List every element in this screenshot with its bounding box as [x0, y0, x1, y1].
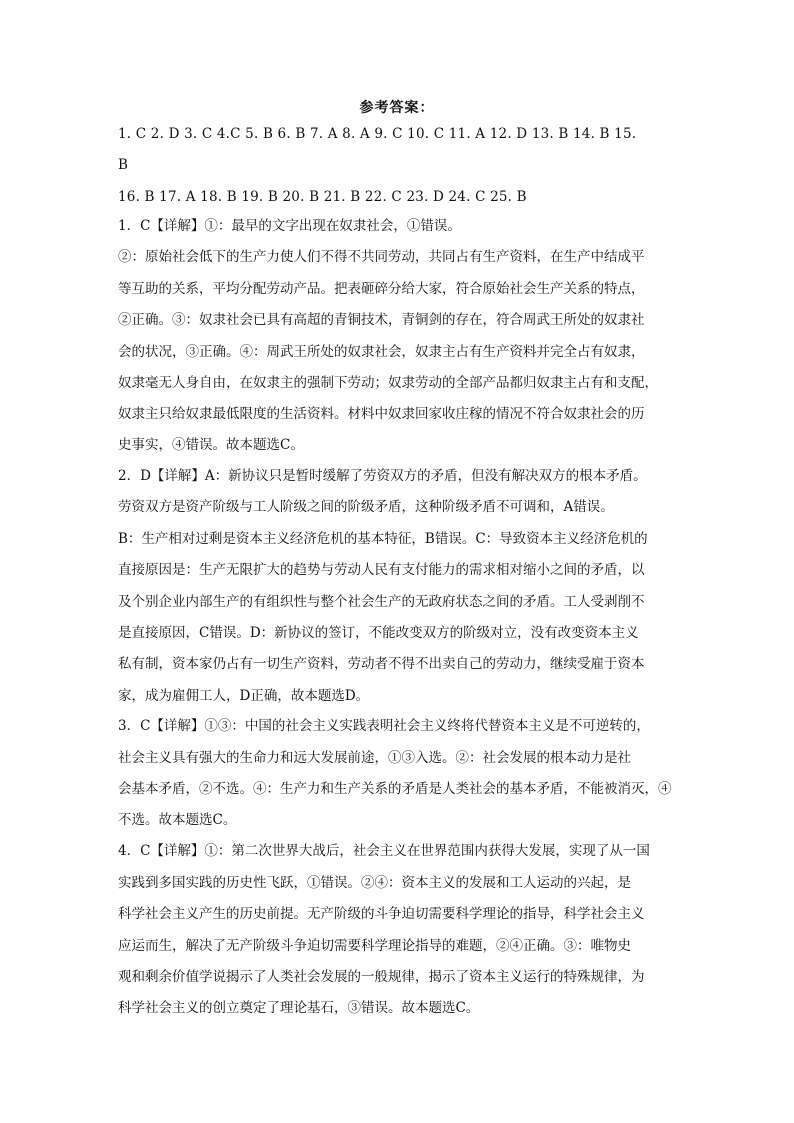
explanation-line: 科学社会主义产生的历史前提。无产阶级的斗争迫切需要科学理论的指导，科学社会主义	[118, 906, 645, 922]
explanation-line: 应运而生，解决了无产阶级斗争迫切需要科学理论指导的难题，②④正确。③：唯物史	[118, 938, 631, 954]
explanation-line: 及个别企业内部生产的有组织性与整个社会生产的无政府状态之间的矛盾。工人受剥削不	[118, 594, 645, 610]
explanation-line: 会基本矛盾，②不选。④：生产力和生产关系的矛盾是人类社会的基本矛盾，不能被消灭，④	[118, 781, 672, 797]
explanation-line: 1．C【详解】①：最早的文字出现在奴隶社会，①错误。	[118, 218, 461, 234]
answer-line: 1. C 2. D 3. C 4.C 5. B 6. B 7. A 8. A 9. C 10. C 11. A 12. D 13. B 14. B 15.	[118, 126, 637, 142]
explanation-line: 奴隶主只给奴隶最低限度的生活资料。材料中奴隶回家收庄稼的情况不符合奴隶社会的历	[118, 406, 645, 422]
explanation-line: 私有制，资本家仍占有一切生产资料，劳动者不得不出卖自己的劳动力，继续受雇于资本	[118, 656, 645, 672]
explanation-line: 实践到多国实践的历史性飞跃，①错误。②④：资本主义的发展和工人运动的兴起，是	[118, 875, 631, 891]
explanation-line: 社会主义具有强大的生命力和远大发展前途，①③入选。②：社会发展的根本动力是社	[118, 750, 631, 766]
explanation-line: 家，成为雇佣工人，D正确，故本题选D。	[118, 688, 370, 704]
explanation-line: 是直接原因，C错误。D：新协议的签订，不能改变双方的阶级对立，没有改变资本主义	[118, 625, 639, 641]
explanation-line: 劳资双方是资产阶级与工人阶级之间的阶级矛盾，这种阶级矛盾不可调和，A错误。	[118, 499, 614, 515]
explanation-line: ②正确。③：奴隶社会已具有高超的青铜技术，青铜剑的存在，符合周武王所处的奴隶社	[118, 312, 645, 328]
explanation-line: 4．C【详解】①：第二次世界大战后，社会主义在世界范围内获得大发展，实现了从一国	[118, 843, 650, 859]
explanation-line: 3．C【详解】①③：中国的社会主义实践表明社会主义终将代替资本主义是不可逆转的，	[118, 718, 650, 734]
explanation-line: ②：原始社会低下的生产力使人们不得不共同劳动，共同占有生产资料，在生产中结成平	[118, 249, 645, 265]
explanation-line: 直接原因是：生产无限扩大的趋势与劳动人民有支付能力的需求相对缩小之间的矛盾，以	[118, 562, 645, 578]
explanation-line: 科学社会主义的创立奠定了理论基石，③错误。故本题选C。	[118, 1000, 480, 1016]
explanation-line: 观和剩余价值学说揭示了人类社会发展的一般规律，揭示了资本主义运行的特殊规律，为	[118, 969, 645, 985]
explanation-line: 会的状况，③正确。④：周武王所处的奴隶社会，奴隶主占有生产资料并完全占有奴隶，	[118, 344, 645, 360]
explanation-line: 不选。故本题选C。	[118, 812, 237, 828]
answer-line: 16. B 17. A 18. B 19. B 20. B 21. B 22. C 23. D 24. C 25. B	[118, 189, 527, 205]
answer-line: B	[118, 157, 129, 173]
explanation-line: 奴隶毫无人身自由，在奴隶主的强制下劳动；奴隶劳动的全部产品都归奴隶主占有和支配，	[118, 375, 658, 391]
explanation-line: 2．D【详解】A：新协议只是暂时缓解了劳资双方的矛盾，但没有解决双方的根本矛盾。	[118, 468, 647, 484]
explanation-line: 史事实，④错误。故本题选C。	[118, 437, 304, 453]
explanation-line: B：生产相对过剩是资本主义经济危机的基本特征，B错误。C：导致资本主义经济危机的	[118, 531, 648, 547]
page-title: 参考答案：	[359, 100, 435, 116]
explanation-line: 等互助的关系，平均分配劳动产品。把表砸碎分给大家，符合原始社会生产关系的特点，	[118, 281, 645, 297]
